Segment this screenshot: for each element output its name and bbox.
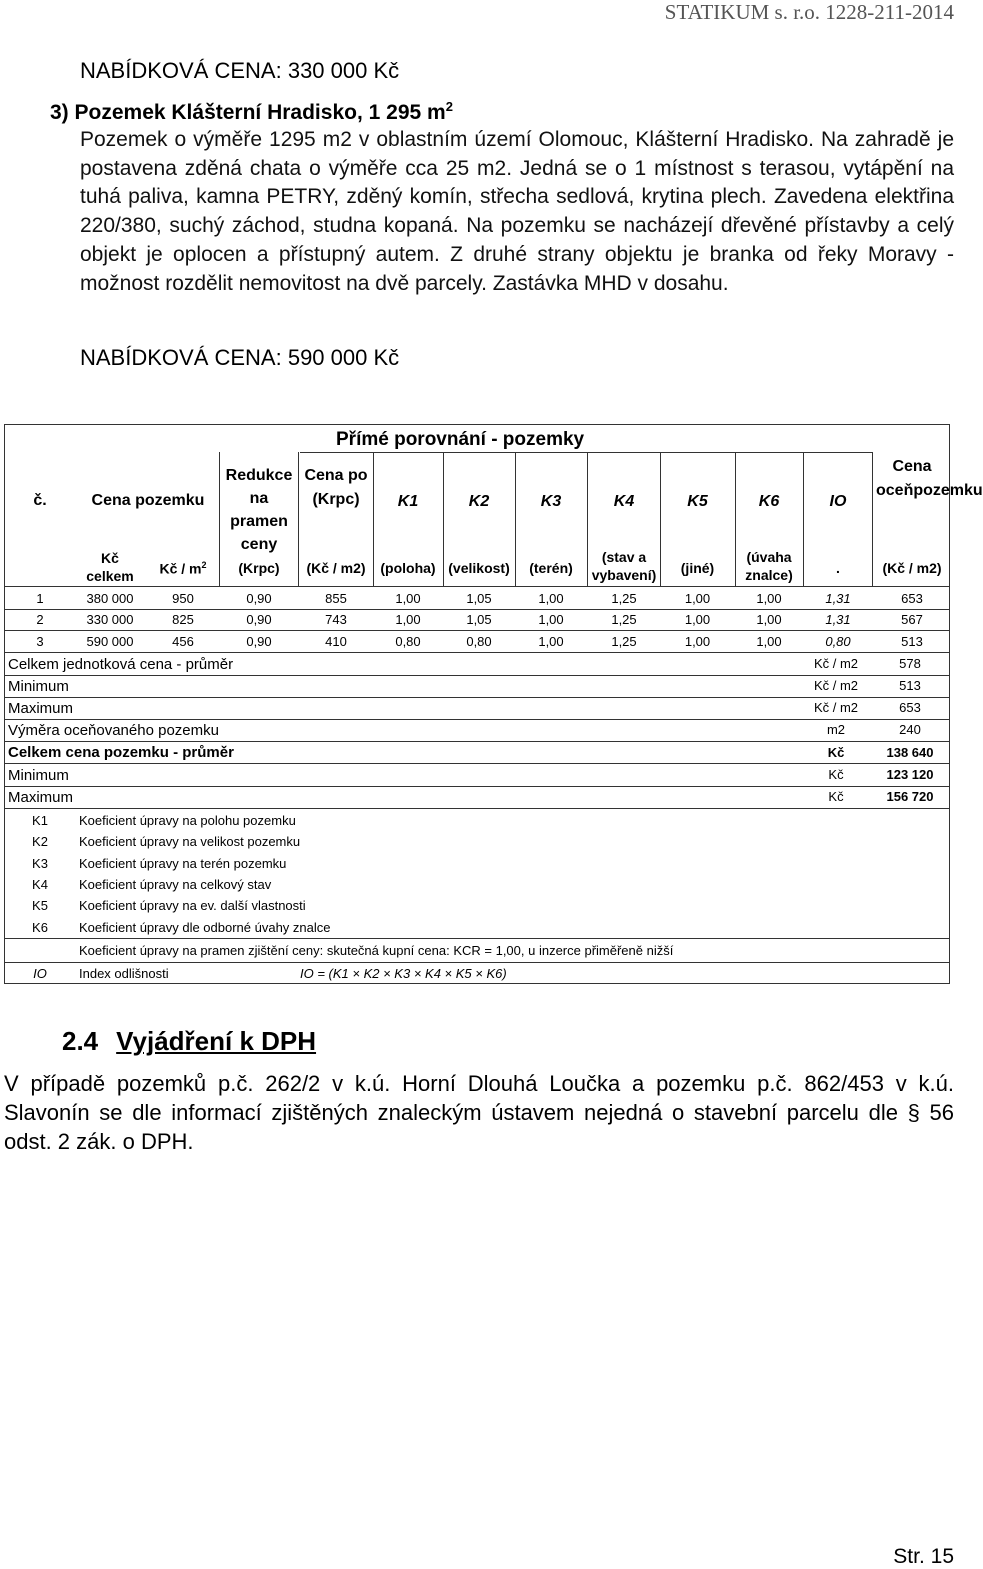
col-io-sub: . <box>836 560 840 576</box>
col-k1-sub: (poloha) <box>380 560 436 576</box>
col-price-per-m: Kč / $m^2$ <box>159 560 207 577</box>
section-3-title: 3) Pozemek Klášterní Hradisko, 1 295 $m^2$ <box>50 99 453 124</box>
col-price-po: Cena po (Krpc) <box>304 467 368 508</box>
offer-price-2: NABÍDKOVÁ CENA: 590 000 Kč <box>80 345 400 370</box>
col-k3-sub: (terén) <box>529 560 573 576</box>
col-k1: K1 <box>397 493 419 510</box>
col-k5: K5 <box>687 493 708 510</box>
col-io: IO <box>829 493 847 510</box>
col-price-total: Kč celkem <box>86 550 134 584</box>
col-k6: K6 <box>758 493 780 510</box>
source-note: Koeficient úpravy na pramen zjištění ceny: skutečná kupní cena: KCR = 1,00, u inzerce přiměřeně nižší <box>79 943 674 958</box>
page-number: Str. 15 <box>893 1545 954 1568</box>
col-k2: K2 <box>468 493 490 510</box>
col-reduction: Redukce na pramen ceny <box>225 467 293 553</box>
section-3-paragraph: Pozemek o výměře 1295 m2 v oblastním území Olomouc, Klášterní Hradisko. Na zahradě je postavena zděná chata o výměře cca 25 m2. Jedná se o 1 místnost s terasou, vytápění na tuhá paliva, kamna PETRY, zděný komín, střecha sedlová, krytina plech. Zavedena elektřina 220/380, suchý záchod, studna kopaná. Na pozemku se nacházejí dřevěné přístavby a celý objekt je oplocen a přístupný autem. Z druhé strany objektu je branka od řeky Moravy - možnost rozdělit nemovitost na dvě parcely. Zastávka MHD v dosahu. <box>80 128 954 295</box>
col-k3: K3 <box>540 493 562 510</box>
section-2-4-heading: 2.4 Vyjádření k DPH <box>62 1026 317 1056</box>
table-title: Přímé porovnání - pozemky <box>336 429 585 450</box>
col-k4-sub: (stav a vybavení) <box>591 549 657 583</box>
col-k4: K4 <box>613 493 635 510</box>
col-price-land: Cena pozemku <box>91 492 205 509</box>
col-valued-sub: (Kč / m2) <box>882 560 942 576</box>
col-reduction-sub: (Krpc) <box>238 560 280 576</box>
col-k5-sub: (jiné) <box>680 560 715 576</box>
col-k2-sub: (velikost) <box>448 560 510 576</box>
document-header-ref: STATIKUM s. r.o. 1228-211-2014 <box>664 0 954 24</box>
col-valued: Cena oceňpozemku <box>876 458 983 499</box>
col-price-po-sub: (Kč / m2) <box>306 560 366 576</box>
section-2-4-paragraph: V případě pozemků p.č. 262/2 v k.ú. Horní Dlouhá Loučka a pozemku p.č. 862/453 v k.ú. Slavonín se dle informací zjištěných znaleckým ústavem nejedná o stavební parcelu dle § 56 odst. 2 zák. o DPH. <box>4 1071 954 1154</box>
col-no: č. <box>33 492 47 509</box>
col-k6-sub: (úvaha znalce) <box>745 549 793 583</box>
offer-price-1: NABÍDKOVÁ CENA: 330 000 Kč <box>80 58 400 83</box>
